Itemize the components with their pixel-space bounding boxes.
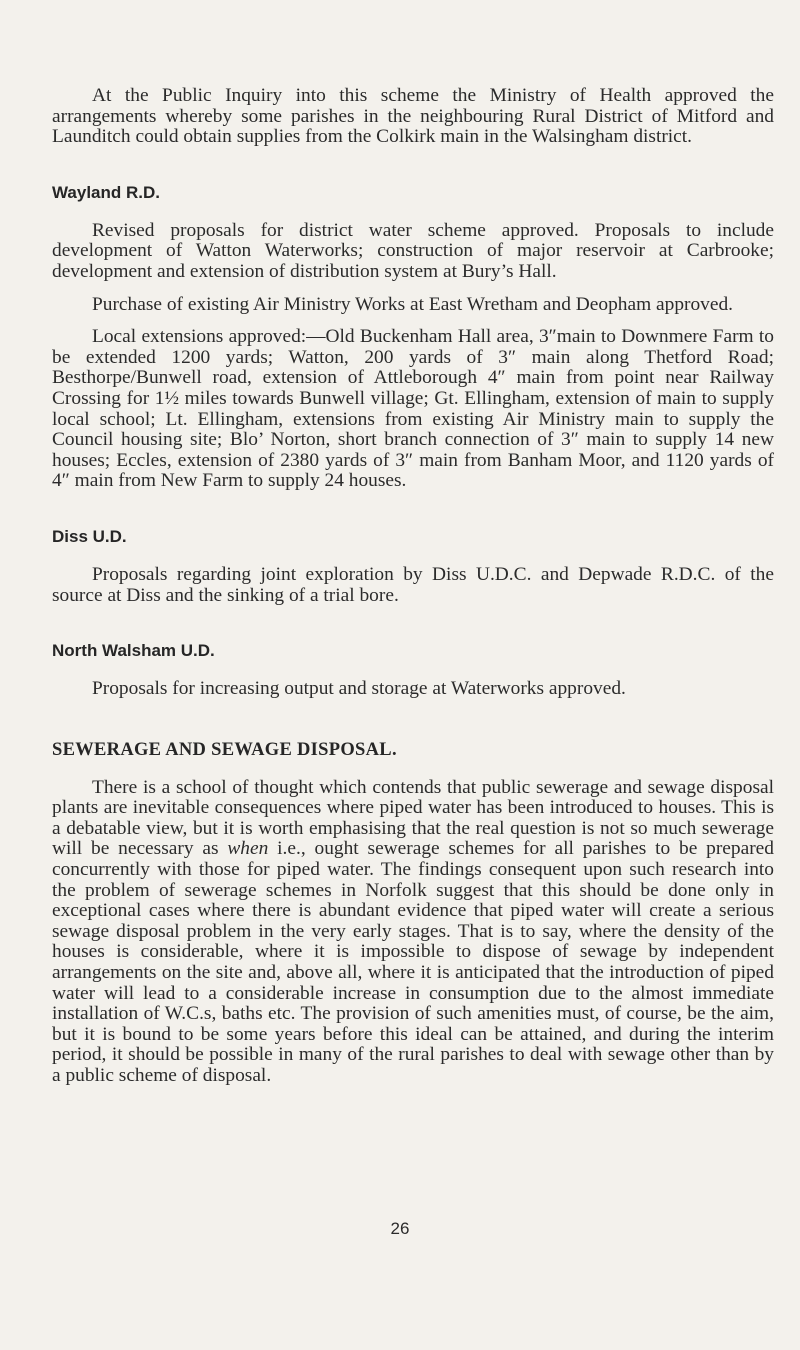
document-page [52, 86, 774, 1087]
north-walsham-paragraph-1: Proposals for increasing output and storage at Waterworks approved. [92, 678, 626, 700]
sewerage-text-part-2: i.e., ought sewerage schemes for all parishes to be prepared concurrently with those for piped water. The findings consequent upon such research into the problem of sewerage schemes in Norfolk suggest that this should be done only in exceptional cases where there is abundant evidence that piped water will create a serious sewage disposal problem in the very early stages. That is to say, where the density of the houses is considerable, where it is impossible to dispose of sewage by independent arrangements on the site and, above all, where it is anticipated that the introduction of piped water will lead to a considerable increase in consumption due to the almost immediate installation of W.C.s, baths etc. The provision of such amenities must, of course, be the aim, but it is bound to be some years before this ideal can be attained, and during the interim period, it should be possible in many of the rural parishes to deal with sewage other than by a public scheme of disposal. [52, 838, 774, 1086]
section-heading-sewerage: SEWERAGE AND SEWAGE DISPOSAL. [52, 739, 397, 760]
sewerage-paragraph-1 [52, 778, 774, 1087]
section-heading-wayland: Wayland R.D. [52, 182, 160, 202]
page-number: 26 [390, 1219, 410, 1238]
intro-paragraph: At the Public Inquiry into this scheme the Ministry of Health approved the arrangements whereby some parishes in the neighbouring Rural District of Mitford and Launditch could obtain supplies from the Colkirk main in the Walsingham district. [52, 85, 774, 148]
wayland-paragraph-2: Purchase of existing Air Ministry Works at East Wretham and Deopham approved. [92, 293, 734, 315]
wayland-paragraph-3: Local extensions approved:—Old Buckenham Hall area, 3″main to Downmere Farm to be extended 1200 yards; Watton, 200 yards of 3″ main along Thetford Road; Besthorpe/Bunwell road, extension of Attleborough 4″ main from point near Railway Crossing for 1½ miles towards Bunwell village; Gt. Ellingham, extension of main to supply local school; Lt. Ellingham, extensions from existing Air Ministry main to supply the Council housing site; Blo’ Norton, short branch connection of 3″ main to supply 14 new houses; Eccles, extension of 2380 yards of 3″ main from Banham Moor, and 1120 yards of 4″ main from New Farm to supply 24 houses. [52, 326, 774, 492]
wayland-paragraph-1: Revised proposals for district water scheme approved. Proposals to include development of Watton Waterworks; construction of major reservoir at Carbrooke; development and extension of distribution system at Bury’s Hall. [52, 219, 774, 282]
section-heading-diss: Diss U.D. [52, 526, 127, 546]
diss-paragraph-1: Proposals regarding joint exploration by Diss U.D.C. and Depwade R.D.C. of the source at Diss and the sinking of a trial bore. [52, 563, 774, 606]
sewerage-text-part-1: There is a school of thought which contends that public sewerage and sewage disposal plants are inevitable consequences where piped water has been introduced to houses. This is a debatable view, but it is worth emphasising that the real question is not so much sewerage will be necessary as [52, 776, 774, 860]
section-heading-north-walsham: North Walsham U.D. [52, 641, 215, 661]
sewerage-emphasis-when: when [227, 838, 269, 860]
